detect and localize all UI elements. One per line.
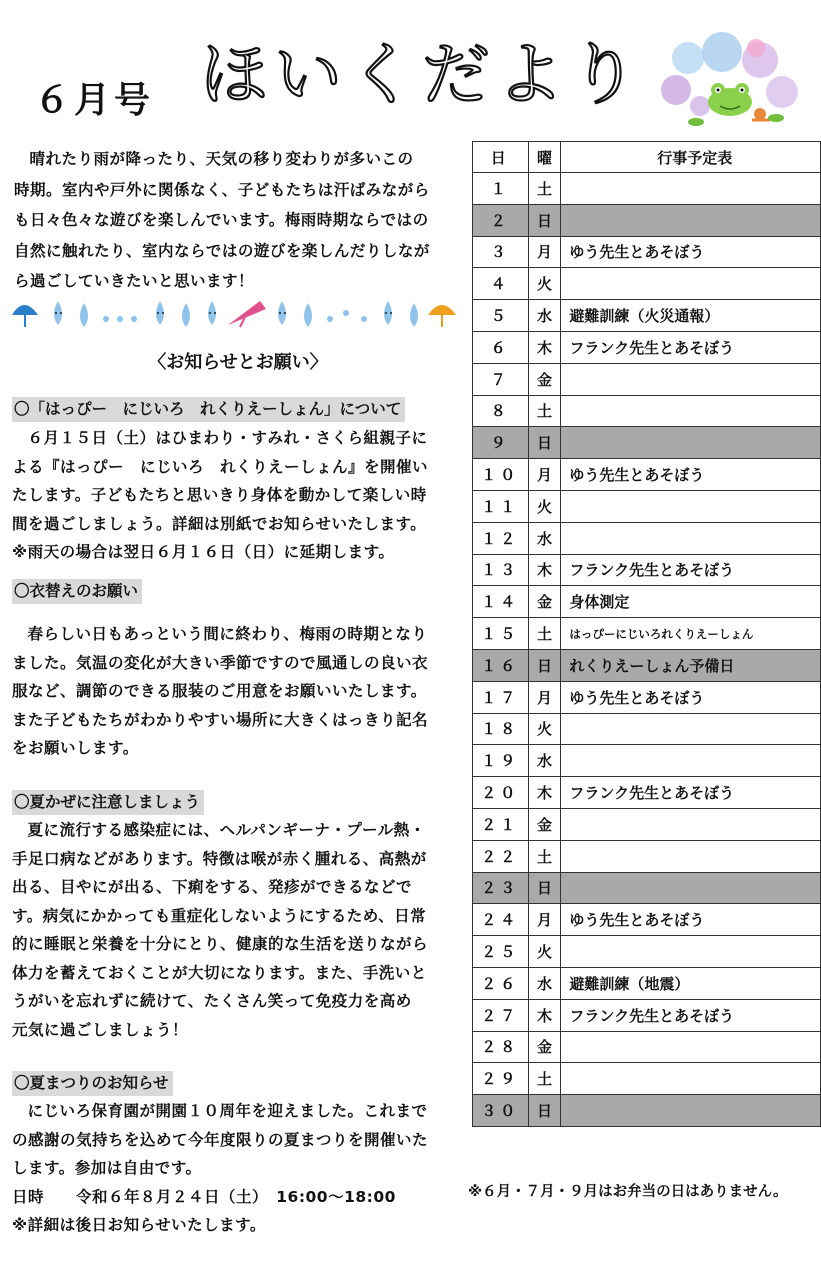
body-line: 的に睡眠と栄養を十分にとり、健康的な生活を送りながら — [12, 935, 429, 953]
schedule-weekday: 木 — [528, 777, 561, 809]
notices-heading: 〈お知らせとお願い〉 — [148, 352, 328, 373]
schedule-day: ６ — [473, 331, 529, 363]
schedule-event — [561, 522, 821, 554]
snail-icon — [752, 108, 770, 120]
schedule-event — [561, 1031, 821, 1063]
schedule-weekday: 日 — [528, 872, 561, 904]
schedule-day: ２５ — [473, 936, 529, 968]
schedule-weekday: 金 — [528, 586, 561, 618]
schedule-event: れくりえーしょん予備日 — [561, 649, 821, 681]
umbrella-icon — [428, 305, 456, 327]
schedule-row — [473, 1031, 821, 1063]
schedule-weekday: 金 — [528, 1031, 561, 1063]
schedule-weekday: 金 — [528, 808, 561, 840]
schedule-event: フランク先生とあそぼう — [561, 331, 821, 363]
rain-decoration-row — [10, 293, 460, 333]
schedule-day: １２ — [473, 522, 529, 554]
schedule-weekday: 月 — [528, 236, 561, 268]
body-line: ました。気温の変化が大きい季節ですので風通しの良い衣 — [12, 653, 429, 672]
schedule-weekday: 月 — [528, 459, 561, 491]
schedule-weekday: 火 — [528, 268, 561, 300]
month-label: ６月号 — [34, 80, 155, 121]
header-day: 日 — [473, 142, 529, 173]
schedule-weekday: 土 — [528, 618, 561, 650]
schedule-weekday: 水 — [528, 522, 561, 554]
umbrella-icon — [228, 301, 266, 327]
body-line: よる『はっぴー にじいろ れくりえーしょん』を開催い — [12, 457, 429, 476]
intro-line: 時期。室内や戸外に関係なく、子どもたちは汗ばみながら — [14, 180, 430, 199]
body-line: 春らしい日もあっという間に終わり、梅雨の時期となり — [27, 625, 428, 643]
schedule-row — [473, 173, 821, 205]
schedule-day: ２９ — [473, 1063, 529, 1095]
schedule-row — [473, 777, 821, 809]
schedule-row — [473, 459, 821, 491]
schedule-weekday: 木 — [528, 331, 561, 363]
schedule-day: ８ — [473, 395, 529, 427]
schedule-day: ２３ — [473, 872, 529, 904]
section-body-summer-festival — [12, 1097, 464, 1240]
schedule-event: 避難訓練（地震） — [561, 967, 821, 999]
schedule-event — [561, 268, 821, 300]
section-heading-summer-cold: 〇夏かぜに注意しましょう — [12, 790, 204, 815]
schedule-event — [561, 490, 821, 522]
section-body-summer-cold — [12, 816, 464, 1044]
section-heading-clothing: 〇衣替えのお願い — [12, 579, 142, 604]
schedule-row — [473, 522, 821, 554]
schedule-weekday: 水 — [528, 300, 561, 332]
schedule-event: フランク先生とあそぼう — [561, 999, 821, 1031]
schedule-event — [561, 1063, 821, 1095]
schedule-row — [473, 490, 821, 522]
schedule-row — [473, 999, 821, 1031]
schedule-day: ３０ — [473, 1095, 529, 1127]
schedule-event — [561, 395, 821, 427]
schedule-row — [473, 745, 821, 777]
intro-line: ら過ごしていきたいと思います！ — [14, 272, 255, 290]
schedule-row — [473, 586, 821, 618]
frog-icon — [708, 83, 752, 116]
schedule-weekday: 土 — [528, 173, 561, 205]
schedule-row — [473, 808, 821, 840]
body-line: 元気に過ごしましょう！ — [12, 1020, 189, 1039]
schedule-event — [561, 808, 821, 840]
schedule-event — [561, 936, 821, 968]
schedule-row — [473, 649, 821, 681]
section-body-clothing — [12, 620, 464, 763]
intro-line: も日々色々な遊びを楽しんでいます。梅雨時期ならではの — [14, 211, 429, 229]
schedule-day: ２２ — [473, 840, 529, 872]
umbrella-icon — [12, 305, 38, 327]
schedule-day: １６ — [473, 649, 529, 681]
schedule-day: ２８ — [473, 1031, 529, 1063]
schedule-day: ２７ — [473, 999, 529, 1031]
schedule-row — [473, 618, 821, 650]
schedule-day: １ — [473, 173, 529, 205]
schedule-day: ２４ — [473, 904, 529, 936]
schedule-event: 身体測定 — [561, 586, 821, 618]
event-datetime-line: 日時 令和６年８月２４日（土） 16:00～18:00 — [12, 1187, 396, 1206]
body-line: 夏に流行する感染症には、ヘルパンギーナ・プール熱・ — [27, 821, 426, 839]
schedule-event — [561, 745, 821, 777]
schedule-row — [473, 840, 821, 872]
schedule-weekday: 金 — [528, 363, 561, 395]
schedule-weekday: 月 — [528, 681, 561, 713]
schedule-row — [473, 904, 821, 936]
schedule-event — [561, 1095, 821, 1127]
schedule-weekday: 日 — [528, 427, 561, 459]
body-line: 出る、目やにが出る、下痢をする、発疹ができるなどで — [12, 878, 413, 896]
schedule-day: １８ — [473, 713, 529, 745]
schedule-day: １１ — [473, 490, 529, 522]
schedule-day: １３ — [473, 554, 529, 586]
schedule-row — [473, 363, 821, 395]
schedule-day: ９ — [473, 427, 529, 459]
newsletter-title-text: ほいくだより — [200, 36, 645, 115]
schedule-event: ゆう先生とあそぼう — [561, 681, 821, 713]
body-line: 服など、調節のできる服装のご用意をお願いいたします。 — [12, 682, 427, 700]
body-line: す。病気にかかっても重症化しないようにするため、日常 — [12, 906, 427, 925]
section-heading-summer-festival: 〇夏まつりのお知らせ — [12, 1071, 173, 1096]
schedule-row — [473, 268, 821, 300]
header-weekday: 曜 — [528, 142, 561, 173]
schedule-row — [473, 681, 821, 713]
newsletter-title — [198, 26, 648, 116]
schedule-weekday: 水 — [528, 745, 561, 777]
schedule-day: １７ — [473, 681, 529, 713]
schedule-weekday: 土 — [528, 395, 561, 427]
schedule-row — [473, 204, 821, 236]
header-event: 行事予定表 — [561, 142, 821, 173]
schedule-event — [561, 427, 821, 459]
schedule-event — [561, 363, 821, 395]
schedule-event: ゆう先生とあそぼう — [561, 459, 821, 491]
body-line: 体力を蓄えておくことが大切になります。また、手洗いと — [12, 963, 427, 982]
schedule-weekday: 火 — [528, 490, 561, 522]
schedule-event: はっぴーにじいろれくりえーしょん — [561, 618, 821, 650]
schedule-row — [473, 427, 821, 459]
schedule-row — [473, 967, 821, 999]
schedule-footnote: ※６月・７月・９月はお弁当の日はありません。 — [468, 1184, 788, 1200]
schedule-event: ゆう先生とあそぼう — [561, 904, 821, 936]
schedule-day: ２０ — [473, 777, 529, 809]
schedule-weekday: 土 — [528, 840, 561, 872]
schedule-header-row — [473, 142, 821, 173]
schedule-event — [561, 840, 821, 872]
schedule-weekday: 水 — [528, 967, 561, 999]
schedule-day: １０ — [473, 459, 529, 491]
body-line: をお願いします。 — [12, 739, 139, 757]
schedule-weekday: 日 — [528, 1095, 561, 1127]
section-heading-recreation: 〇「はっぴー にじいろ れくりえーしょん」について — [12, 397, 405, 422]
schedule-row — [473, 1095, 821, 1127]
schedule-day: ５ — [473, 300, 529, 332]
raindrop-icon — [54, 301, 418, 327]
body-line: 間を過ごしましょう。詳細は別紙でお知らせいたします。 — [12, 514, 427, 533]
schedule-event — [561, 872, 821, 904]
schedule-event: ゆう先生とあそぼう — [561, 236, 821, 268]
schedule-day: ４ — [473, 268, 529, 300]
schedule-weekday: 火 — [528, 936, 561, 968]
schedule-row — [473, 331, 821, 363]
schedule-event: フランク先生とあそぼう — [561, 777, 821, 809]
schedule-weekday: 木 — [528, 554, 561, 586]
schedule-row — [473, 300, 821, 332]
body-line: 手足口病などがあります。特徴は喉が赤く腫れる、高熱が — [12, 849, 427, 868]
body-line: の感謝の気持ちを込めて今年度限りの夏まつりを開催いた — [12, 1130, 429, 1149]
schedule-day: ２ — [473, 204, 529, 236]
schedule-row — [473, 554, 821, 586]
schedule-event — [561, 173, 821, 205]
intro-paragraph — [14, 144, 464, 297]
body-line: ※雨天の場合は翌日６月１６日（日）に延期します。 — [12, 543, 395, 561]
schedule-day: １９ — [473, 745, 529, 777]
body-line: うがいを忘れずに続けて、たくさん笑って免疫力を高め — [12, 992, 412, 1010]
schedule-event: フランク先生とあそぼう — [561, 554, 821, 586]
schedule-weekday: 月 — [528, 904, 561, 936]
schedule-row — [473, 236, 821, 268]
schedule-day: ３ — [473, 236, 529, 268]
schedule-row — [473, 395, 821, 427]
body-line: ６月１５日（土）はひまわり・すみれ・さくら組親子に — [27, 429, 428, 447]
schedule-weekday: 日 — [528, 649, 561, 681]
intro-line: 晴れたり雨が降ったり、天気の移り変わりが多いこの — [29, 150, 414, 168]
body-line: ※詳細は後日お知らせいたします。 — [12, 1216, 266, 1234]
schedule-row — [473, 713, 821, 745]
schedule-row — [473, 936, 821, 968]
schedule-day: ７ — [473, 363, 529, 395]
schedule-day: １５ — [473, 618, 529, 650]
schedule-event — [561, 713, 821, 745]
schedule-day: ２１ — [473, 808, 529, 840]
body-line: します。参加は自由です。 — [12, 1159, 202, 1177]
schedule-weekday: 土 — [528, 1063, 561, 1095]
schedule-day: ２６ — [473, 967, 529, 999]
section-body-recreation — [12, 424, 464, 567]
intro-line: 自然に触れたり、室内ならではの遊びを楽しんだりしなが — [14, 241, 430, 260]
body-line: また子どもたちがわかりやすい場所に大きくはっきり記名 — [12, 710, 429, 729]
event-schedule-table — [472, 141, 821, 1127]
body-line: にじいろ保育園が開園１０周年を迎えました。これまで — [27, 1102, 428, 1120]
schedule-row — [473, 1063, 821, 1095]
hydrangea-frog-illustration — [656, 30, 806, 130]
body-line: たします。子どもたちと思いきり身体を動かして楽しい時 — [12, 486, 427, 504]
schedule-weekday: 火 — [528, 713, 561, 745]
schedule-event — [561, 204, 821, 236]
schedule-event: 避難訓練（火災通報） — [561, 300, 821, 332]
schedule-weekday: 木 — [528, 999, 561, 1031]
schedule-row — [473, 872, 821, 904]
schedule-weekday: 日 — [528, 204, 561, 236]
schedule-day: １４ — [473, 586, 529, 618]
